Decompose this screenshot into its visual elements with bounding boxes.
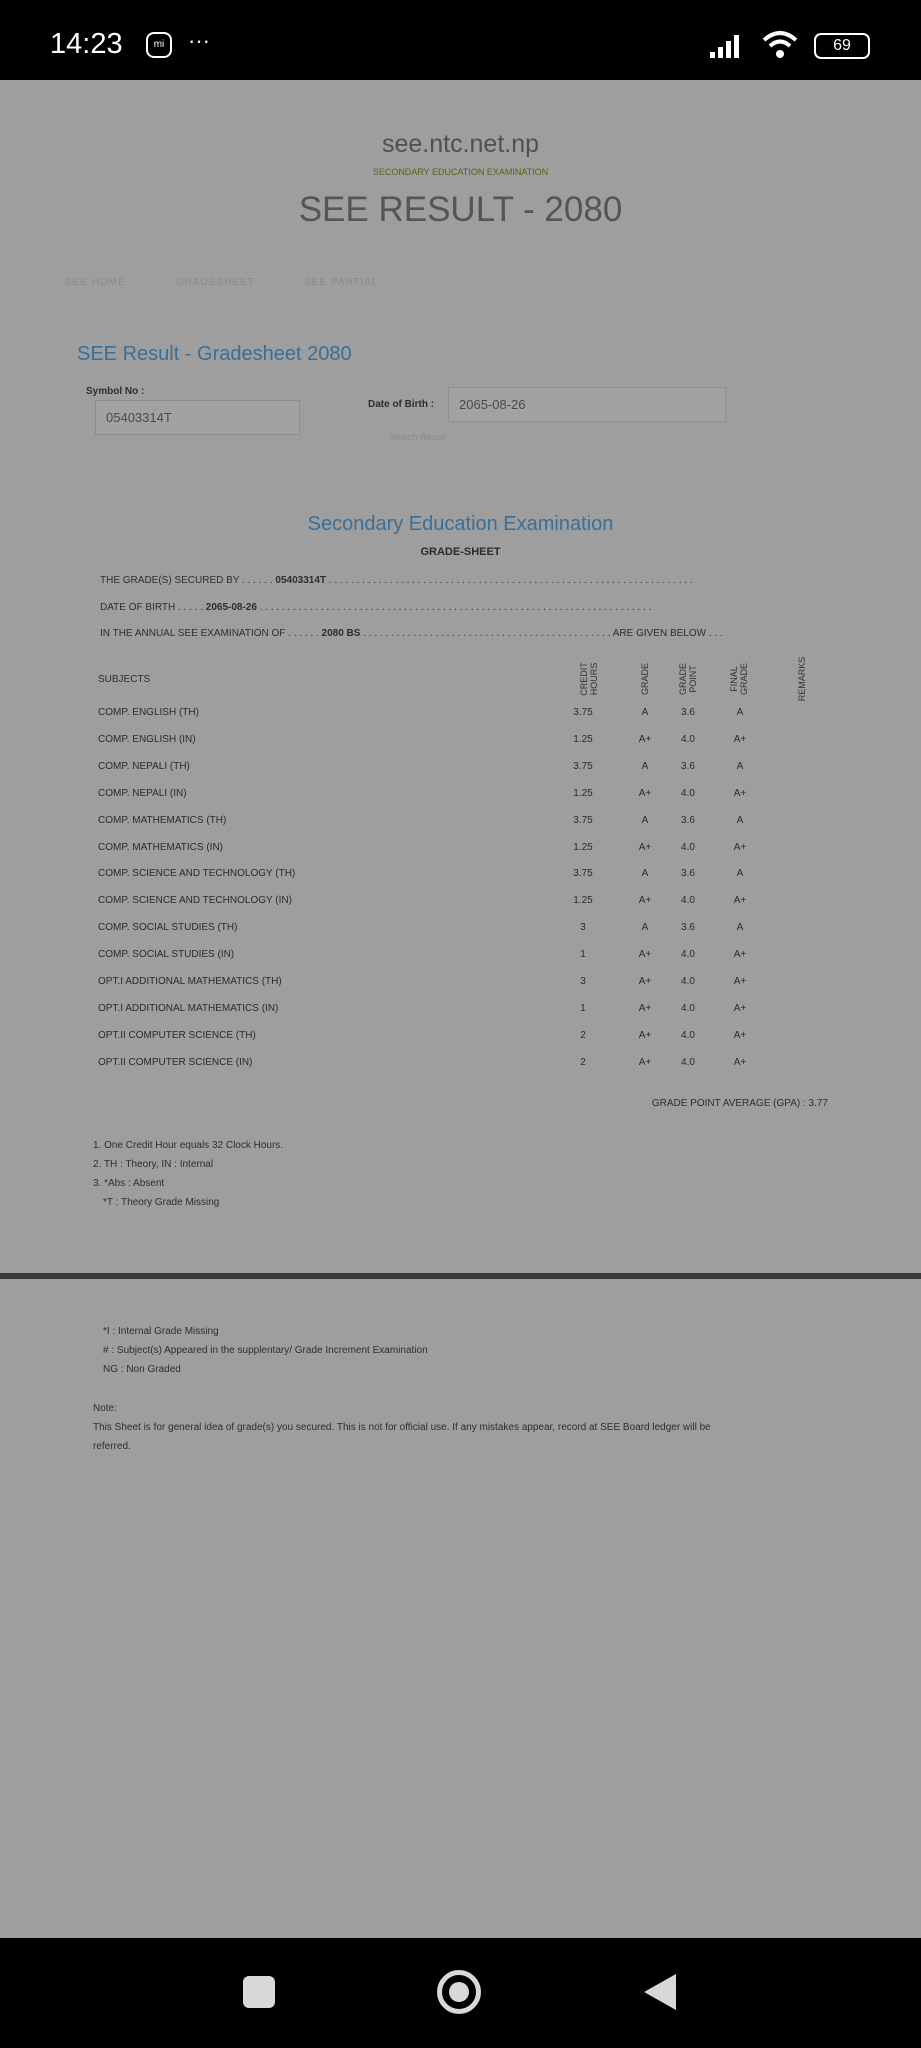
credit-hours: 1.25 (573, 895, 593, 907)
subject: OPT.II COMPUTER SCIENCE (TH) (98, 1029, 256, 1041)
grade: A+ (638, 1029, 652, 1041)
mi-icon: mi (146, 32, 172, 58)
credit-hours: 3.75 (573, 760, 593, 772)
final-grade: A (736, 814, 744, 826)
dob-value: 2065-08-26 (459, 397, 526, 412)
note-label: Note: (93, 1403, 117, 1414)
final-grade: A (736, 707, 744, 718)
final-grade: A (736, 868, 744, 880)
gpa: GRADE POINT AVERAGE (GPA) : 3.77 (651, 1098, 828, 1109)
site-domain: see.ntc.net.np (381, 130, 540, 158)
exam-line: IN THE ANNUAL SEE EXAMINATION OF . . . . . . 2080 BS . . . . . . . . . . . . . . . . . . . . . . . . . . . . . . . . . . . . . . . . . . . . . ARE GIVEN BELOW . . . (100, 628, 723, 639)
final-grade: A+ (733, 895, 747, 907)
final-grade: A+ (733, 949, 747, 961)
final-grade: A+ (733, 733, 747, 745)
symbol-label: Symbol No : (86, 386, 145, 397)
credit-hours: 1.25 (573, 733, 593, 745)
col-credit-hours: CREDIT HOURS (579, 662, 599, 696)
grade-point: 3.6 (681, 922, 695, 934)
grade-point: 3.6 (681, 760, 695, 772)
grade-point: 4.0 (681, 976, 695, 987)
battery-icon (814, 33, 870, 59)
grade-point: 3.6 (681, 868, 695, 880)
grade: A+ (638, 733, 652, 745)
subject: COMP. MATHEMATICS (IN) (98, 841, 223, 853)
col-grade: GRADE (640, 663, 650, 696)
signal-icon (708, 32, 752, 60)
subject: COMP. ENGLISH (IN) (98, 733, 196, 745)
recents-button[interactable] (243, 1976, 275, 2008)
form-heading: SEE Result - Gradesheet 2080 (77, 343, 352, 365)
subject: COMP. SCIENCE AND TECHNOLOGY (IN) (98, 895, 292, 907)
subject: OPT.II COMPUTER SCIENCE (IN) (98, 1056, 253, 1068)
col-remarks: REMARKS (797, 656, 807, 702)
grade: A (641, 868, 649, 880)
grade: A (641, 760, 649, 772)
grade: A+ (638, 949, 652, 961)
grade-point: 4.0 (681, 1056, 695, 1068)
subject: COMP. NEPALI (IN) (98, 787, 187, 799)
credit-hours: 1 (580, 949, 586, 961)
grade: A+ (638, 1002, 652, 1014)
subject: COMP. MATHEMATICS (TH) (98, 814, 227, 826)
subject: COMP. SOCIAL STUDIES (TH) (98, 922, 238, 934)
note-4: *T : Theory Grade Missing (103, 1197, 220, 1208)
sheet-subtitle: GRADE-SHEET (420, 546, 501, 558)
dob-line: DATE OF BIRTH . . . . . 2065-08-26 . . . . . . . . . . . . . . . . . . . . . . . . . . . . . . . . . . . . . . . . . . . . . . . . . . . . . . . . . . . . . . . . . . . . . . . (100, 602, 652, 613)
credit-hours: 3.75 (573, 868, 593, 880)
grade-point: 4.0 (681, 787, 695, 799)
subject: OPT.I ADDITIONAL MATHEMATICS (IN) (98, 1002, 279, 1014)
final-grade: A (736, 922, 744, 934)
credit-hours: 1.25 (573, 841, 593, 853)
subject: COMP. ENGLISH (TH) (98, 707, 199, 718)
credit-hours: 3 (580, 976, 586, 987)
grade-point: 4.0 (681, 1002, 695, 1014)
search-result-button[interactable]: Search Result (389, 432, 446, 442)
grade: A+ (638, 841, 652, 853)
wifi-icon (762, 30, 798, 60)
final-grade: A+ (733, 841, 747, 853)
grade: A (641, 922, 649, 934)
grade-point: 4.0 (681, 949, 695, 961)
subject: OPT.I ADDITIONAL MATHEMATICS (TH) (98, 976, 282, 987)
more-notifications-icon: ··· (188, 28, 210, 53)
note-3: 3. *Abs : Absent (93, 1178, 165, 1189)
page-break-divider (0, 1273, 921, 1279)
final-grade: A+ (733, 1029, 747, 1041)
credit-hours: 3 (580, 922, 586, 934)
note-text-1: This Sheet is for general idea of grade(s) you secured. This is not for official use. If any mistakes appear, record at SEE Board ledger will be (93, 1422, 711, 1433)
credit-hours: 2 (580, 1056, 586, 1068)
dob-input[interactable] (448, 387, 726, 422)
grade: A+ (638, 895, 652, 907)
subject: COMP. SOCIAL STUDIES (IN) (98, 949, 235, 961)
clock: 14:23 (50, 28, 123, 60)
subject: COMP. SCIENCE AND TECHNOLOGY (TH) (98, 868, 296, 880)
dob-label: Date of Birth : (368, 399, 435, 410)
final-grade: A+ (733, 787, 747, 799)
final-grade: A (736, 760, 744, 772)
nav-gradesheet[interactable]: GRADESHEET (176, 277, 255, 288)
credit-hours: 2 (580, 1029, 586, 1041)
grade-point: 4.0 (681, 895, 695, 907)
note-6: # : Subject(s) Appeared in the supplentary/ Grade Increment Examination (103, 1345, 428, 1356)
system-nav-bar (0, 1938, 921, 2048)
grade-point: 4.0 (681, 841, 695, 853)
grade-point: 4.0 (681, 1029, 695, 1041)
site-subtitle: SECONDARY EDUCATION EXAMINATION (372, 167, 549, 177)
final-grade: A+ (733, 1002, 747, 1014)
symbol-value: 05403314T (106, 410, 172, 425)
grade: A (641, 707, 649, 718)
grade: A+ (638, 1056, 652, 1068)
nav-see-partial[interactable]: SEE PARTIAL (304, 277, 379, 288)
col-subjects: SUBJECTS (98, 674, 151, 685)
final-grade: A+ (733, 976, 747, 987)
col-grade-point: GRADE POINT (678, 663, 698, 696)
status-bar (0, 0, 921, 80)
page-title: SEE RESULT - 2080 (298, 190, 623, 229)
grade-point: 4.0 (681, 733, 695, 745)
note-5: *I : Internal Grade Missing (103, 1326, 219, 1337)
note-1: 1. One Credit Hour equals 32 Clock Hours. (93, 1140, 284, 1151)
grade: A+ (638, 787, 652, 799)
home-button[interactable] (437, 1970, 481, 2014)
credit-hours: 3.75 (573, 814, 593, 826)
home-icon (449, 1982, 469, 2002)
subject: COMP. NEPALI (TH) (98, 760, 190, 772)
grade: A (641, 814, 649, 826)
sheet-title: Secondary Education Examination (307, 513, 614, 535)
grade-point: 3.6 (681, 814, 695, 826)
battery-level: 69 (833, 37, 851, 54)
grade: A+ (638, 976, 652, 987)
symbol-input[interactable] (95, 400, 300, 435)
col-final-grade: FINAL GRADE (729, 663, 749, 696)
credit-hours: 1.25 (573, 787, 593, 799)
back-button[interactable] (642, 1972, 678, 2012)
note-2: 2. TH : Theory, IN : Internal (93, 1159, 214, 1170)
note-7: NG : Non Graded (103, 1364, 181, 1375)
secured-by-line: THE GRADE(S) SECURED BY . . . . . . 05403314T . . . . . . . . . . . . . . . . . . . . . . . . . . . . . . . . . . . . . . . . . . . . . . . . . . . . . . . . . . . . . . . . . . (100, 575, 693, 586)
nav-see-home[interactable]: SEE HOME (65, 277, 126, 288)
final-grade: A+ (733, 1056, 747, 1068)
grade-point: 3.6 (681, 707, 695, 718)
credit-hours: 3.75 (573, 707, 593, 718)
note-text-2: referred. (93, 1441, 131, 1452)
credit-hours: 1 (580, 1002, 586, 1014)
